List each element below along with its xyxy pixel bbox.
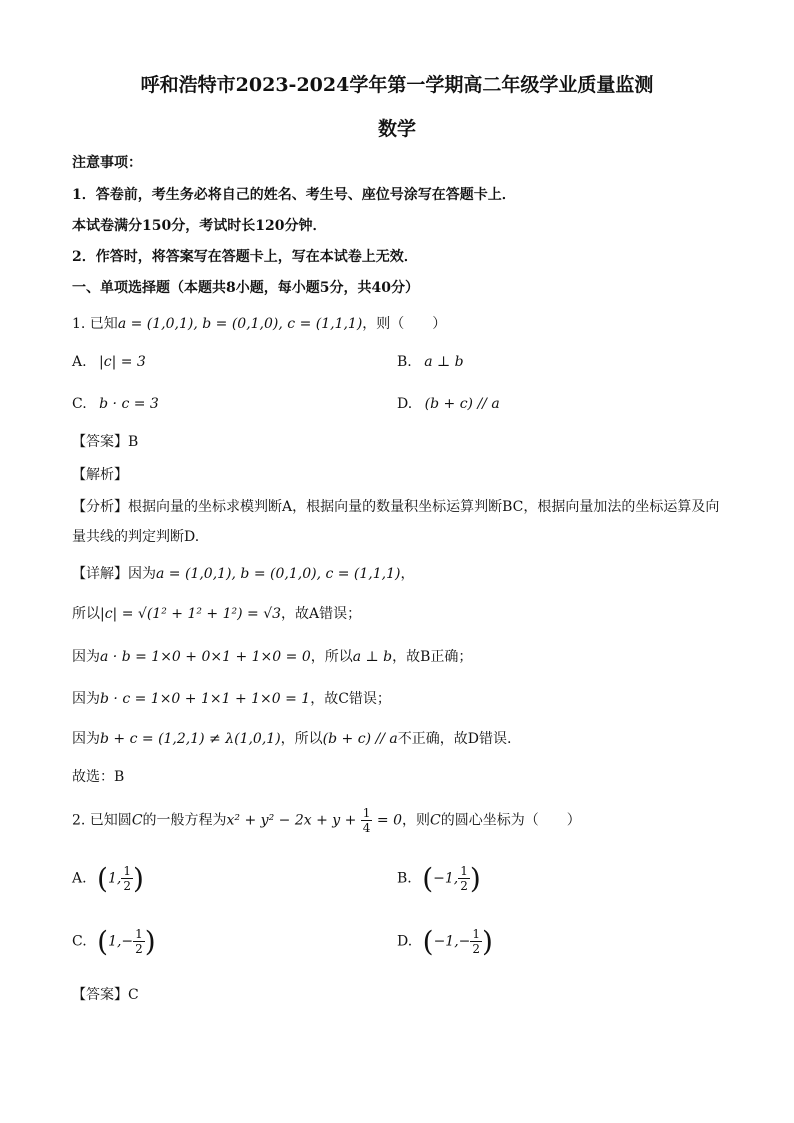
q2-option-a-label: A. xyxy=(72,870,87,887)
q1-analysis-heading: 【解析】 xyxy=(72,467,128,483)
q1-detail-prefix: 【详解】因为 xyxy=(72,566,156,582)
q2-stem-c: C xyxy=(131,812,143,829)
note-1: 1．答卷前，考生务必将自己的姓名、考生号、座位号涂写在答题卡上． xyxy=(72,187,516,203)
q2-stem-frac-den: 4 xyxy=(362,821,371,835)
q1-choose: 故选：B xyxy=(72,769,125,785)
q1-step-2 xyxy=(72,646,472,666)
q1-step-4-suffix: 不正确，故D错误. xyxy=(397,731,512,747)
q1-step-4-prefix: 因为 xyxy=(72,731,100,747)
q1-option-d-label: D. xyxy=(397,396,413,412)
q1-stem-math: a = (1,0,1), b = (0,1,0), c = (1,1,1) xyxy=(117,316,363,332)
q1-option-b-label: B. xyxy=(397,354,412,370)
q1-step-4-mid: ，所以 xyxy=(280,731,323,747)
q2-option-d-frac-num: 1 xyxy=(472,927,481,941)
q1-step-1-suffix: ，故A错误； xyxy=(281,606,362,622)
q1-step-2-math: a · b = 1×0 + 0×1 + 1×0 = 0 xyxy=(100,649,311,665)
q2-option-b-frac-den: 2 xyxy=(460,879,468,893)
q1-step-3-math: b · c = 1×0 + 1×1 + 1×0 = 1 xyxy=(100,691,311,707)
q2-option-a-rparen: ) xyxy=(132,862,144,895)
q1-option-c xyxy=(72,396,159,412)
q1-step-2-suffix: ，故B正确； xyxy=(392,649,473,665)
q1-step-1-prefix: 所以 xyxy=(72,606,100,622)
q1-step-1-math: |c| = √(1² + 1² + 1²) = √3 xyxy=(100,606,282,622)
q2-option-a xyxy=(72,862,144,895)
q2-stem-fraction xyxy=(361,806,373,835)
q2-option-d xyxy=(397,925,493,958)
q2-option-c-lparen: ( xyxy=(97,925,109,958)
q1-option-a-label: A. xyxy=(72,354,87,370)
q2-option-c-first: 1,− xyxy=(108,933,134,950)
q1-step-3-prefix: 因为 xyxy=(72,691,100,707)
note-2: 本试卷满分150分，考试时长120分钟． xyxy=(72,218,327,234)
q2-stem-prefix: 2. 已知圆 xyxy=(72,812,132,829)
q1-stem xyxy=(72,313,446,333)
section-heading: 一、单项选择题（本题共8小题，每小题5分，共40分） xyxy=(72,280,419,296)
q2-option-b-fraction xyxy=(458,864,470,893)
q2-option-b-first: −1, xyxy=(433,870,459,887)
q2-option-a-fraction xyxy=(121,864,133,893)
q2-stem-mid: 的一般方程为 xyxy=(142,812,227,829)
q1-detail-math: a = (1,0,1), b = (0,1,0), c = (1,1,1) xyxy=(156,566,401,582)
q2-option-c xyxy=(72,925,156,958)
note-3: 2．作答时，将答案写在答题卡上，写在本试卷上无效． xyxy=(72,249,418,265)
q1-stem-prefix: 1. 已知 xyxy=(72,316,118,332)
q2-option-d-fraction xyxy=(470,927,482,956)
q1-analysis-line-2: 量共线的判定判断D. xyxy=(72,529,200,545)
q2-stem-suffix: 的圆心坐标为（ ） xyxy=(440,812,581,829)
q1-step-4-math: b + c = (1,2,1) ≠ λ(1,0,1) xyxy=(100,731,281,747)
notes-header: 注意事项： xyxy=(72,155,142,171)
q1-analysis-line-1: 【分析】根据向量的坐标求模判断A，根据向量的数量积坐标运算判断BC，根据向量加法的坐标运算及向 xyxy=(72,499,720,515)
q2-option-b xyxy=(397,862,481,895)
q2-stem-mid2: ，则 xyxy=(401,812,430,829)
q1-step-3-suffix: ，故C错误； xyxy=(310,691,391,707)
q2-option-a-first: 1, xyxy=(107,870,122,887)
q1-step-2-math2: a ⊥ b xyxy=(352,649,393,665)
q2-stem-math: x² + y² − 2x + y + xyxy=(226,812,361,829)
q2-option-a-frac-den: 2 xyxy=(123,879,131,893)
q1-step-2-mid: ，所以 xyxy=(310,649,353,665)
q1-step-4 xyxy=(72,728,511,748)
q1-option-d-text: (b + c) // a xyxy=(424,396,500,412)
q1-option-b-text: a ⊥ b xyxy=(424,354,464,370)
q1-step-1 xyxy=(72,603,361,623)
q2-answer: 【答案】C xyxy=(72,987,139,1003)
q2-option-d-rparen: ) xyxy=(482,925,493,958)
q2-option-c-rparen: ) xyxy=(144,925,156,958)
q1-detail-suffix: ， xyxy=(400,566,415,582)
q1-option-c-text: b · c = 3 xyxy=(99,396,159,412)
q1-option-b xyxy=(397,354,464,370)
q2-option-a-lparen: ( xyxy=(97,862,108,895)
page-title: 呼和浩特市2023-2024学年第一学期高二年级学业质量监测 xyxy=(140,74,654,96)
q2-option-b-rparen: ) xyxy=(469,862,481,895)
q2-option-b-lparen: ( xyxy=(422,862,434,895)
q1-step-3 xyxy=(72,688,391,708)
q2-stem xyxy=(72,806,581,835)
q2-option-d-first: −1,− xyxy=(433,933,471,950)
q1-option-a xyxy=(72,354,146,370)
q1-option-a-text: |c| = 3 xyxy=(99,354,146,370)
q2-option-d-lparen: ( xyxy=(422,925,434,958)
q2-option-a-frac-num: 1 xyxy=(123,864,131,878)
q1-stem-suffix: ，则（ ） xyxy=(362,316,447,332)
q2-option-b-frac-num: 1 xyxy=(460,864,468,878)
q1-answer: 【答案】B xyxy=(72,434,139,450)
subject-title: 数学 xyxy=(377,118,416,140)
q2-option-d-label: D. xyxy=(397,933,413,950)
q2-option-c-frac-num: 1 xyxy=(135,927,143,941)
q2-option-b-label: B. xyxy=(397,870,412,887)
q1-option-d xyxy=(397,396,500,412)
q2-stem-c2: C xyxy=(429,812,441,829)
q2-option-d-frac-den: 2 xyxy=(472,942,481,956)
q2-option-c-label: C. xyxy=(72,933,87,950)
q1-step-2-prefix: 因为 xyxy=(72,649,100,665)
q1-option-c-label: C. xyxy=(72,396,87,412)
q2-stem-frac-num: 1 xyxy=(362,806,371,820)
q2-option-c-frac-den: 2 xyxy=(135,942,143,956)
q2-stem-math-end: = 0 xyxy=(372,812,402,829)
q1-step-4-math2: (b + c) // a xyxy=(322,731,398,747)
q1-detail-line xyxy=(72,563,414,583)
q2-option-c-fraction xyxy=(133,927,145,956)
